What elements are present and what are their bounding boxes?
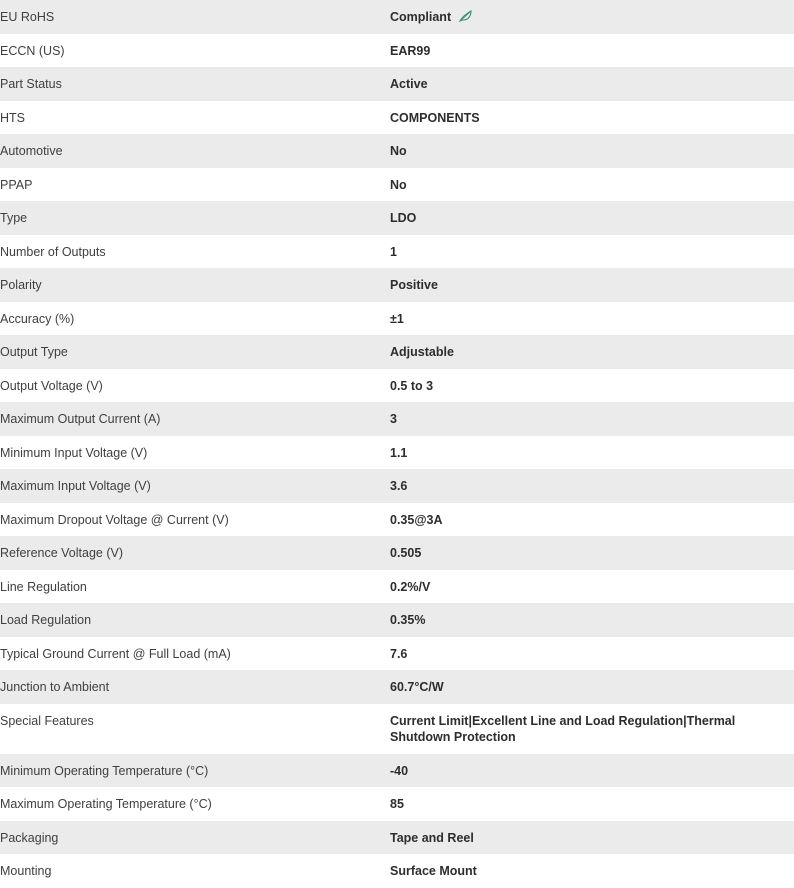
- spec-value-text: Tape and Reel: [390, 830, 474, 845]
- spec-label: Accuracy (%): [0, 311, 75, 326]
- spec-label: Maximum Dropout Voltage @ Current (V): [0, 512, 229, 527]
- spec-value: [390, 0, 794, 34]
- spec-value: [390, 704, 794, 754]
- spec-value-text: Adjustable: [390, 345, 454, 359]
- spec-value-text: 3: [390, 412, 397, 426]
- spec-label: Special Features: [0, 713, 94, 728]
- spec-label: Polarity: [0, 278, 42, 292]
- table-row: [0, 754, 794, 788]
- spec-value-text: 3.6: [390, 479, 408, 493]
- table-row: [0, 503, 794, 537]
- spec-value: [390, 201, 794, 235]
- spec-value-text: Active: [390, 77, 428, 91]
- spec-value: [390, 402, 794, 436]
- spec-value-text: 7.6: [390, 646, 408, 661]
- spec-value: [390, 168, 794, 202]
- spec-label: Load Regulation: [0, 613, 92, 627]
- spec-value: [390, 787, 794, 821]
- spec-value-text: Current Limit|Excellent Line and Load Regulation|Thermal Shutdown Protection: [390, 713, 736, 744]
- table-row: [0, 302, 794, 336]
- spec-label: Line Regulation: [0, 579, 87, 594]
- spec-label: Output Type: [0, 345, 68, 359]
- spec-value: [390, 268, 794, 302]
- table-row: [0, 821, 794, 855]
- spec-value: [390, 335, 794, 369]
- table-row: [0, 603, 794, 637]
- spec-value-text: COMPONENTS: [390, 110, 480, 125]
- spec-value-text: 0.2%/V: [390, 579, 431, 594]
- spec-value-text: EAR99: [390, 43, 431, 58]
- spec-value-text: ±1: [390, 311, 404, 326]
- leaf-icon: [459, 10, 473, 22]
- spec-value: [390, 821, 794, 855]
- table-row: [0, 67, 794, 101]
- table-row: [0, 670, 794, 704]
- table-row: [0, 469, 794, 503]
- spec-value-text: No: [390, 177, 407, 192]
- spec-value: [390, 670, 794, 704]
- spec-value-text: Surface Mount: [390, 864, 477, 878]
- table-row: [0, 34, 794, 68]
- spec-value-text: 0.5 to 3: [390, 378, 434, 393]
- spec-value: [390, 436, 794, 470]
- spec-value-text: 1.1: [390, 445, 408, 460]
- spec-value: [390, 754, 794, 788]
- spec-label: Junction to Ambient: [0, 680, 110, 694]
- spec-label: Maximum Input Voltage (V): [0, 479, 151, 493]
- spec-value: [390, 302, 794, 336]
- spec-value: [390, 603, 794, 637]
- spec-label: EU RoHS: [0, 10, 55, 24]
- table-row: [0, 268, 794, 302]
- spec-label: Maximum Output Current (A): [0, 412, 161, 426]
- spec-label: Packaging: [0, 830, 59, 845]
- spec-label: ECCN (US): [0, 43, 65, 58]
- table-row: [0, 134, 794, 168]
- table-row: [0, 0, 794, 34]
- spec-value: [390, 67, 794, 101]
- spec-value: [390, 369, 794, 403]
- spec-label: Reference Voltage (V): [0, 546, 123, 560]
- spec-label: Automotive: [0, 144, 63, 158]
- spec-value: [390, 570, 794, 604]
- spec-value-text: -40: [390, 763, 409, 778]
- spec-value-text: LDO: [390, 211, 417, 225]
- table-row: [0, 235, 794, 269]
- table-row: [0, 704, 794, 754]
- spec-value-text: 1: [390, 244, 397, 259]
- table-row: [0, 570, 794, 604]
- spec-value: [390, 503, 794, 537]
- table-row: [0, 168, 794, 202]
- spec-value-text: 0.35%: [390, 613, 426, 627]
- table-row: [0, 536, 794, 570]
- spec-label: Output Voltage (V): [0, 378, 103, 393]
- spec-value-text: Compliant: [390, 10, 452, 24]
- table-row: [0, 101, 794, 135]
- spec-label: Type: [0, 211, 28, 225]
- spec-value-text: 85: [390, 797, 404, 811]
- spec-value-text: 0.505: [390, 546, 422, 560]
- spec-label: HTS: [0, 110, 25, 125]
- table-row: [0, 201, 794, 235]
- spec-value: [390, 134, 794, 168]
- spec-label: Minimum Operating Temperature (°C): [0, 763, 209, 778]
- table-row: [0, 854, 794, 888]
- table-row: [0, 402, 794, 436]
- spec-label: Typical Ground Current @ Full Load (mA): [0, 646, 231, 661]
- spec-value: [390, 235, 794, 269]
- spec-label: Maximum Operating Temperature (°C): [0, 797, 212, 811]
- spec-value: [390, 536, 794, 570]
- spec-label: Part Status: [0, 77, 62, 91]
- spec-value-text: Positive: [390, 278, 438, 292]
- spec-value-text: No: [390, 144, 407, 158]
- table-row: [0, 637, 794, 671]
- spec-label: Mounting: [0, 864, 52, 878]
- spec-value: [390, 469, 794, 503]
- spec-value-text: 60.7°C/W: [390, 680, 444, 694]
- spec-value: [390, 854, 794, 888]
- spec-label: Number of Outputs: [0, 244, 106, 259]
- spec-label: PPAP: [0, 177, 33, 192]
- spec-value: [390, 34, 794, 68]
- table-row: [0, 787, 794, 821]
- spec-label: Minimum Input Voltage (V): [0, 445, 148, 460]
- spec-value-text: 0.35@3A: [390, 512, 443, 527]
- table-row: [0, 436, 794, 470]
- table-row: [0, 369, 794, 403]
- spec-value: [390, 101, 794, 135]
- spec-value: [390, 637, 794, 671]
- table-row: [0, 335, 794, 369]
